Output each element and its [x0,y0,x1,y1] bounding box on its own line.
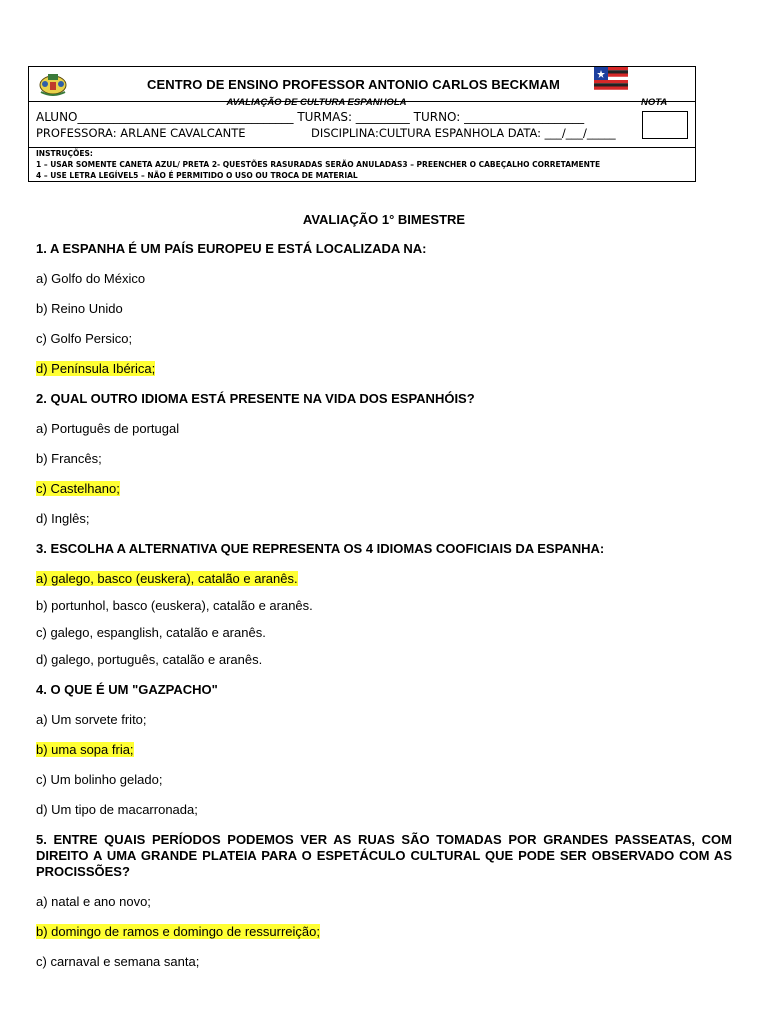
school-crest-icon [37,70,69,96]
maranhao-flag-icon [594,67,628,93]
option-3d: d) galego, português, catalão e aranês. [36,652,263,667]
question-5: 5. ENTRE QUAIS PERÍODOS PODEMOS VER AS RUAS SÃO TOMADAS POR GRANDES PASSEATAS, COM DIREITO A UMA GRANDE PLATEIA PARA O ESPETÁCULO CULTURAL QUE PODE SER OBSERVADO COM AS PROCISSÕES? [36,832,732,879]
option-5c: c) carnaval e semana santa; [36,954,200,969]
option-4d: d) Um tipo de macarronada; [36,802,198,817]
header-subtitle: AVALIAÇÃO DE CULTURA ESPANHOLA [226,97,407,108]
header-divider [29,147,695,148]
option-5a: a) natal e ano novo; [36,894,151,909]
student-info-line: ALUNO____________________________________ TURMAS: _________ TURNO: ____________________ [36,110,585,124]
school-name: CENTRO DE ENSINO PROFESSOR ANTONIO CARLOS BECKMAM [147,77,560,92]
subject-date-line: DISCIPLINA:CULTURA ESPANHOLA DATA: ___/___/_____ [311,126,616,140]
instructions-line-2: 4 – USE LETRA LEGÍVEL5 – NÃO É PERMITIDO O USO OU TROCA DE MATERIAL [36,171,358,180]
option-1a: a) Golfo do México [36,271,146,286]
teacher-line: PROFESSORA: ARLANE CAVALCANTE [36,126,246,140]
option-1b: b) Reino Unido [36,301,123,316]
instructions-line-1: 1 – USAR SOMENTE CANETA AZUL/ PRETA 2- QUESTÕES RASURADAS SERÃO ANULADAS3 – PREENCHER O CABEÇALHO CORRETAMENTE [36,160,601,169]
question-4: 4. O QUE É UM "GAZPACHO" [36,682,218,697]
option-4c: c) Um bolinho gelado; [36,772,163,787]
option-3a-highlighted: a) galego, basco (euskera), catalão e aranês. [36,571,298,586]
option-2a: a) Português de portugal [36,421,180,436]
instructions-title: INSTRUÇÕES: [36,149,93,158]
option-1c: c) Golfo Persico; [36,331,133,346]
option-5b-highlighted: b) domingo de ramos e domingo de ressurreição; [36,924,320,939]
option-4a: a) Um sorvete frito; [36,712,147,727]
exam-content [36,212,732,984]
exam-header [28,66,696,182]
option-4b-highlighted: b) uma sopa fria; [36,742,134,757]
option-3c: c) galego, espanglish, catalão e aranês. [36,625,266,640]
nota-label: NOTA [641,97,668,108]
question-3: 3. ESCOLHA A ALTERNATIVA QUE REPRESENTA OS 4 IDIOMAS COOFICIAIS DA ESPANHA: [36,541,605,556]
question-1: 1. A ESPANHA É UM PAÍS EUROPEU E ESTÁ LOCALIZADA NA: [36,241,427,256]
question-2: 2. QUAL OUTRO IDIOMA ESTÁ PRESENTE NA VIDA DOS ESPANHÓIS? [36,391,475,406]
exam-title: AVALIAÇÃO 1° BIMESTRE [302,212,466,227]
nota-box [642,111,688,139]
option-3b: b) portunhol, basco (euskera), catalão e aranês. [36,598,313,613]
option-2d: d) Inglês; [36,511,90,526]
option-2c-highlighted: c) Castelhano; [36,481,120,496]
option-2b: b) Francês; [36,451,102,466]
option-1d-highlighted: d) Península Ibérica; [36,361,156,376]
